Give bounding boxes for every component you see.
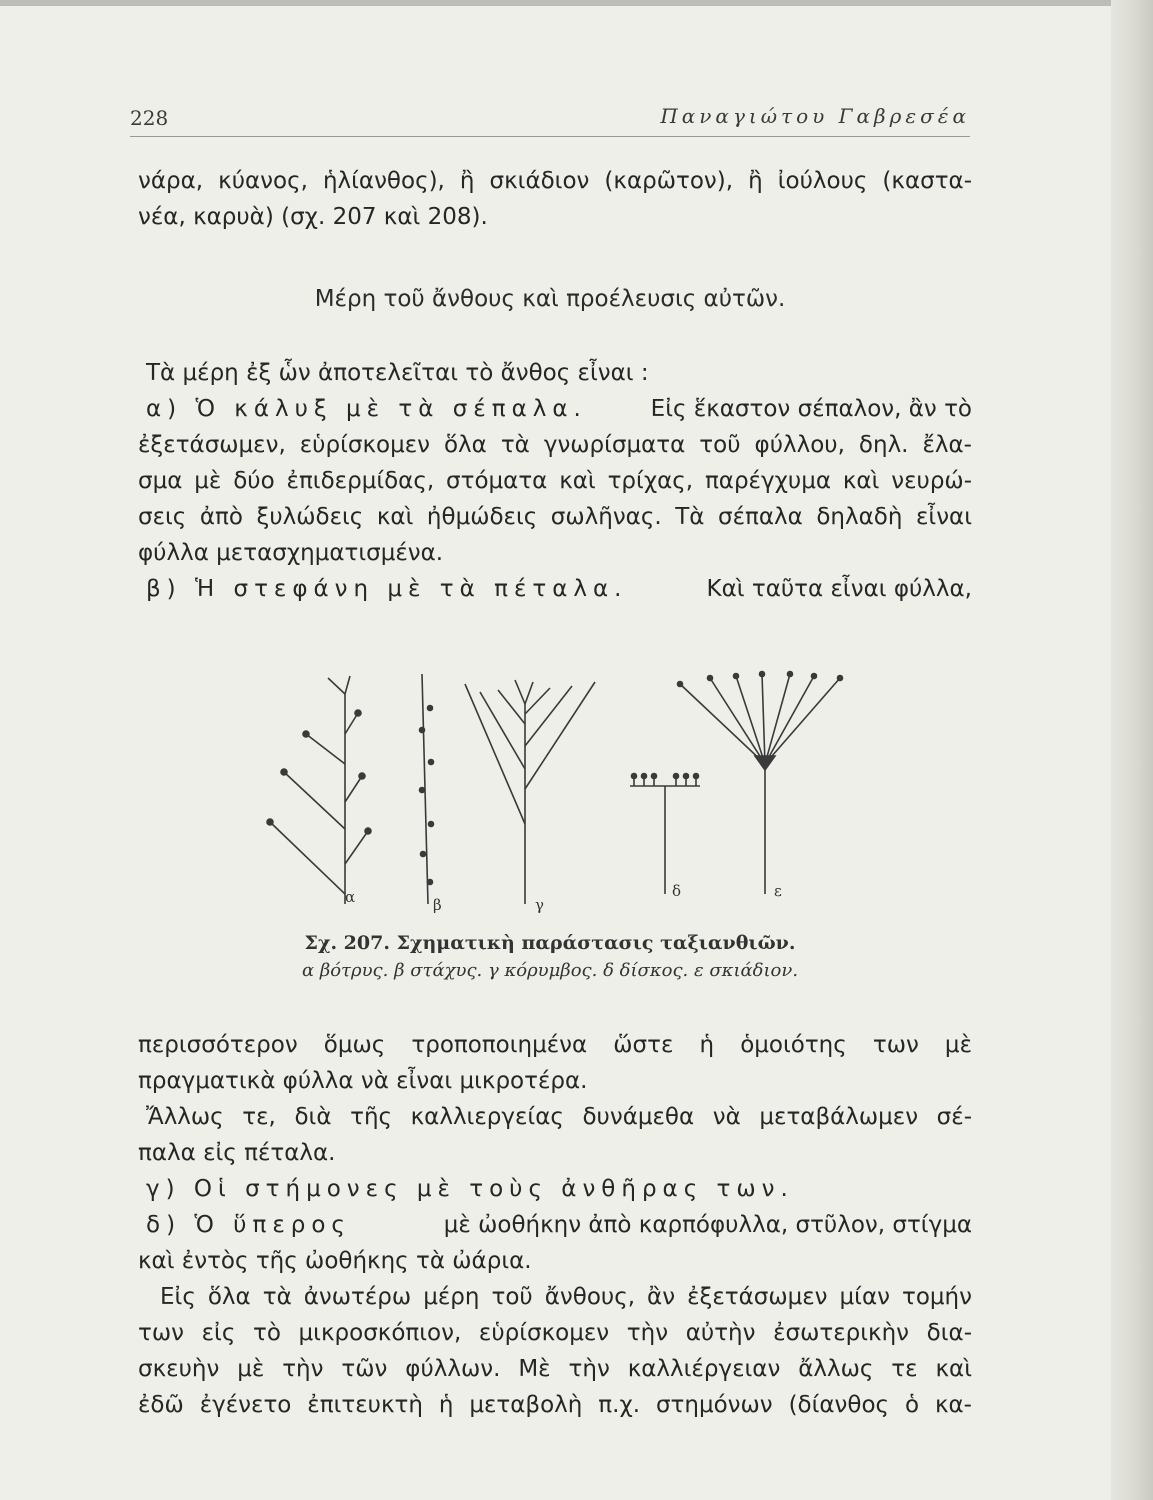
delta-label: δ) Ὁ ὕπερος xyxy=(146,1212,351,1238)
disc-diagram xyxy=(630,774,700,895)
text-line: περισσότερον ὅμως τροποποιημένα ὥστε ἡ ὁμοιότης των μὲ xyxy=(138,1032,972,1058)
label-umbel: ε xyxy=(774,882,782,900)
figure-caption-title: Σχ. 207. Σχηματικὴ παράστασις ταξιανθιῶν. xyxy=(304,932,796,954)
figure-labels xyxy=(345,882,782,914)
figure-caption-legend: α βότρυς. β στάχυς. γ κόρυμβος. δ δίσκος. ε σκιάδιον. xyxy=(301,960,799,981)
text-line: πραγματικὰ φύλλα νὰ εἶναι μικροτέρα. xyxy=(138,1068,588,1094)
text-line: ἐδῶ ἐγένετο ἐπιτευκτὴ ἡ μεταβολὴ π.χ. στημόνων (δίανθος ὁ κα- xyxy=(138,1392,972,1418)
section-heading: Μέρη τοῦ ἄνθους καὶ προέλευσις αὐτῶν. xyxy=(314,286,786,312)
paragraph-beta xyxy=(146,576,972,602)
umbel-diagram xyxy=(678,672,843,895)
text-line: ἐξετάσωμεν, εὑρίσκομεν ὅλα τὰ γνωρίσματα τοῦ φύλλου, δηλ. ἔλα- xyxy=(138,432,972,458)
text-line: φύλλα μετασχηματισμένα. xyxy=(138,540,444,566)
beta-label: β) Ἡ στεφάνη μὲ τὰ πέταλα. xyxy=(146,576,628,602)
text-line: σεις ἀπὸ ξυλώδεις καὶ ἠθμώδεις σωλῆνας. Τὰ σέπαλα δηλαδὴ εἶναι xyxy=(138,504,972,530)
text-line: νάρα, κύανος, ἡλίανθος), ἢ σκιάδιον (καρῶτον), ἢ ἰούλους (καστα- xyxy=(138,168,972,194)
text-line: νέα, καρυὰ) (σχ. 207 καὶ 208). xyxy=(138,204,488,230)
text-line: των εἰς τὸ μικροσκόπιον, εὑρίσκομεν τὴν αὐτὴν ἐσωτερικὴν δια- xyxy=(138,1320,972,1346)
label-spike: β xyxy=(433,896,442,914)
scan-top-edge xyxy=(0,0,1153,6)
text-line: Τὰ μέρη ἐξ ὧν ἀποτελεῖται τὸ ἄνθος εἶναι : xyxy=(146,360,649,386)
delta-text: μὲ ὠοθήκην ἀπὸ καρπόφυλλα, στῦλον, στίγμα xyxy=(443,1212,972,1238)
paragraph-gamma: γ) Οἱ στήμονες μὲ τοὺς ἀνθῆρας των. xyxy=(146,1176,794,1202)
alpha-label: α) Ὁ κάλυξ μὲ τὰ σέπαλα. xyxy=(146,396,587,422)
text-line: σμα μὲ δύο ἐπιδερμίδας, στόματα καὶ τρίχας, παρέγχυμα καὶ νευρώ- xyxy=(138,468,972,494)
label-disc: δ xyxy=(672,882,682,900)
alpha-text: Εἰς ἕκαστον σέπαλον, ἂν τὸ xyxy=(650,396,972,422)
paragraph-delta xyxy=(146,1212,972,1238)
text-line: Ἄλλως τε, διὰ τῆς καλλιεργείας δυνάμεθα νὰ μεταβάλωμεν σέ- xyxy=(146,1104,972,1130)
inflorescence-figure xyxy=(250,664,870,916)
running-title: Παναγιώτου Γαβρεσέα xyxy=(660,104,970,128)
scan-right-edge xyxy=(1111,0,1153,1500)
raceme-diagram xyxy=(267,676,371,904)
page-number: 228 xyxy=(130,106,169,130)
header-rule xyxy=(130,136,970,137)
text-line: παλα εἰς πέταλα. xyxy=(138,1140,336,1166)
spike-diagram xyxy=(420,674,434,904)
text-line: Εἰς ὅλα τὰ ἀνωτέρω μέρη τοῦ ἄνθους, ἂν ἐξετάσωμεν μίαν τομήν xyxy=(160,1284,972,1310)
beta-text: Καὶ ταῦτα εἶναι φύλλα, xyxy=(706,576,972,602)
text-line: σκευὴν μὲ τὴν τῶν φύλλων. Μὲ τὴν καλλιέργειαν ἄλλως τε καὶ xyxy=(138,1356,972,1382)
label-corymb: γ xyxy=(535,896,544,914)
label-raceme: α xyxy=(345,888,356,906)
corymb-diagram xyxy=(465,680,595,904)
text-line: καὶ ἐντὸς τῆς ὠοθήκης τὰ ὠάρια. xyxy=(138,1248,532,1274)
paragraph-alpha xyxy=(146,396,972,422)
page-header xyxy=(130,100,970,134)
